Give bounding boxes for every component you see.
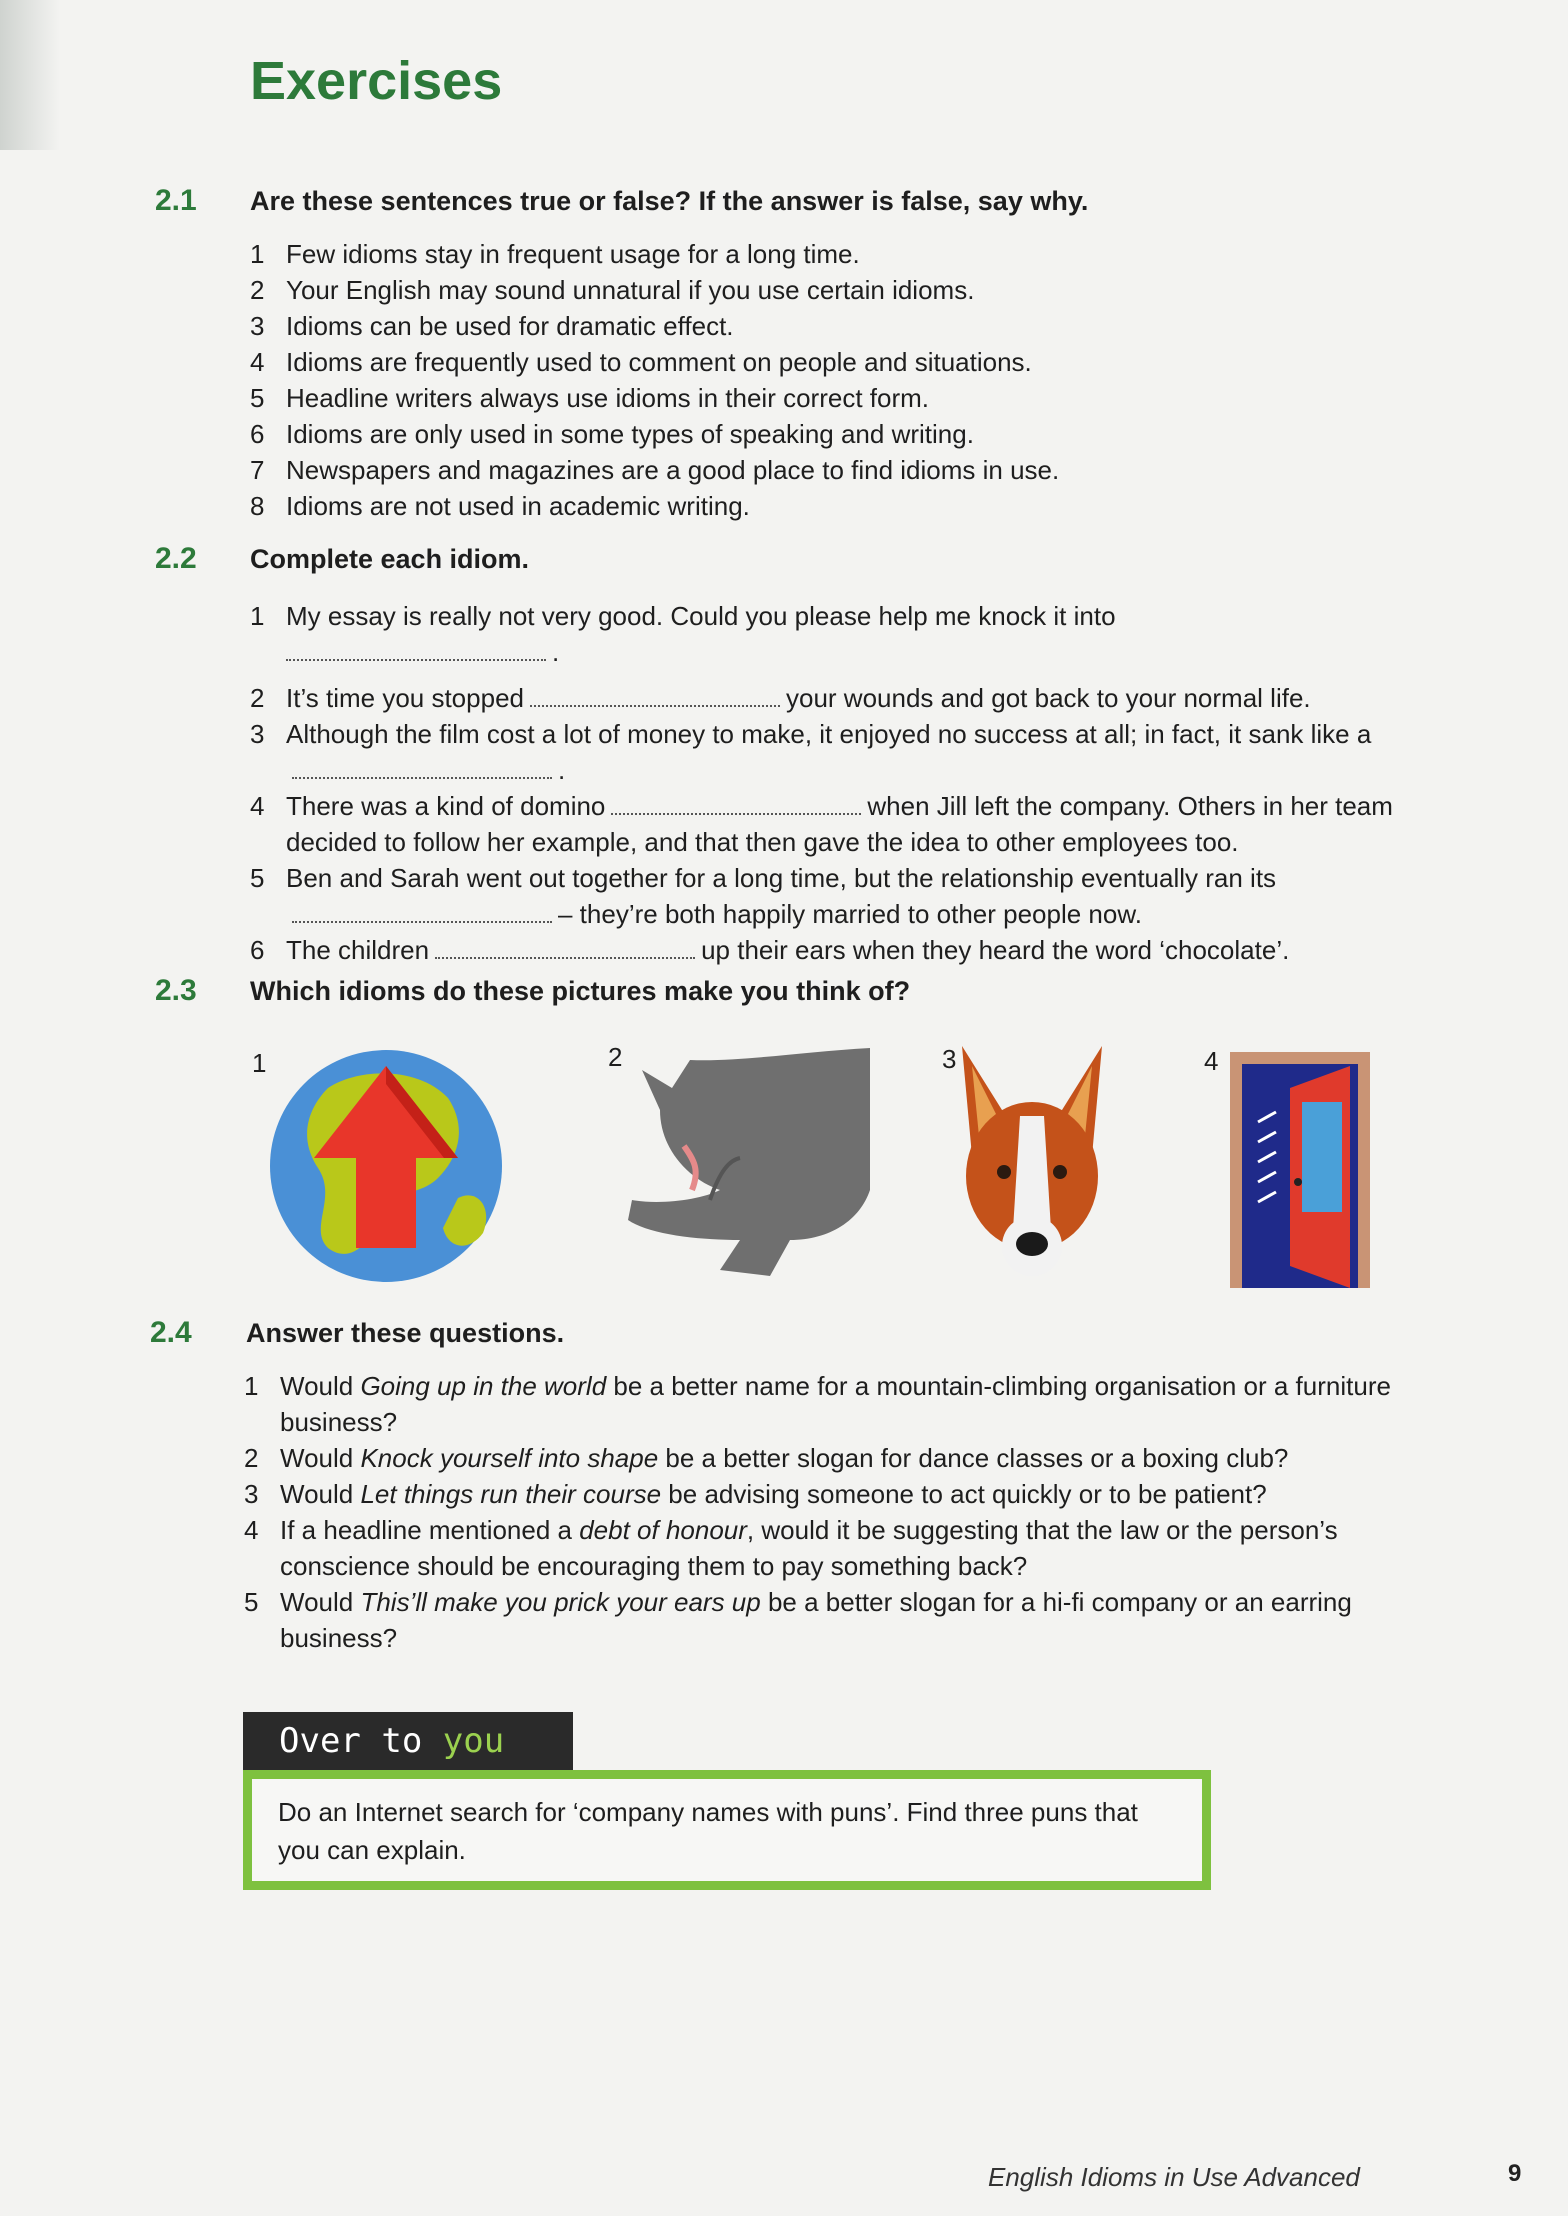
list-item: 3 Would Let things run their course be advising someone to act quickly or to be patient? [244, 1479, 1267, 1509]
answer-blank[interactable] [286, 635, 546, 661]
list-item: 1 My essay is really not very good. Could you please help me knock it into . [250, 601, 1116, 667]
list-item: 4 There was a kind of domino when Jill left the company. Others in her team decided to follow her example, and that then gave the idea to other employees too. [250, 791, 1393, 857]
list-item: 6 Idioms are only used in some types of speaking and writing. [250, 419, 974, 449]
list-item: 2 Would Knock yourself into shape be a better slogan for dance classes or a boxing club? [244, 1443, 1289, 1473]
list-item: 7 Newspapers and magazines are a good place to find idioms in use. [250, 455, 1060, 485]
exercise-title: Answer these questions. [246, 1318, 565, 1348]
footer-book-title: English Idioms in Use Advanced [988, 2162, 1360, 2192]
dog-ears-pricked-icon [952, 1046, 1112, 1282]
exercise-title: Are these sentences true or false? If the answer is false, say why. [250, 186, 1089, 216]
exercise-title: Which idioms do these pictures make you think of? [250, 976, 911, 1006]
list-item: 1 Would Going up in the world be a better name for a mountain-climbing organisation or a furniture business? [244, 1371, 1391, 1437]
picture-number: 1 [252, 1048, 267, 1078]
list-item: 3 Although the film cost a lot of money to make, it enjoyed no success at all; in fact, it sank like a. [250, 719, 1372, 785]
picture-number: 4 [1204, 1046, 1219, 1076]
exercise-number: 2.1 [155, 184, 197, 217]
page-heading: Exercises [250, 51, 503, 111]
list-item: 1 Few idioms stay in frequent usage for a long time. [250, 239, 860, 269]
exercise-number: 2.3 [155, 974, 197, 1007]
exercise-number: 2.2 [155, 542, 197, 575]
page-number: 9 [1508, 2160, 1522, 2187]
answer-blank[interactable] [611, 789, 861, 815]
answer-blank[interactable] [530, 681, 780, 707]
picture-number: 3 [942, 1044, 957, 1074]
globe-up-arrow-icon [268, 1048, 504, 1284]
list-item: 5 Headline writers always use idioms in their correct form. [250, 383, 929, 413]
answer-blank[interactable] [292, 897, 552, 923]
exercise-items [250, 598, 1450, 968]
list-item: 5 Would This’ll make you prick your ears up be a better slogan for a hi-fi company or an earring business? [244, 1587, 1352, 1653]
list-item: 8 Idioms are not used in academic writing. [250, 491, 750, 521]
exercise-items [244, 1368, 1474, 1656]
list-item: 6 The children up their ears when they heard the word ‘chocolate’. [250, 935, 1290, 965]
list-item: 5 Ben and Sarah went out together for a long time, but the relationship eventually ran its– they’re both happily married to other people now. [250, 863, 1277, 929]
list-item: 4 Idioms are frequently used to comment on people and situations. [250, 347, 1032, 377]
page-shadow [0, 0, 60, 150]
answer-blank[interactable] [435, 933, 695, 959]
picture-number: 2 [608, 1042, 623, 1072]
open-door-icon [1230, 1052, 1370, 1288]
list-item: 2 Your English may sound unnatural if you use certain idioms. [250, 275, 975, 305]
list-item: 3 Idioms can be used for dramatic effect. [250, 311, 734, 341]
exercise-title: Complete each idiom. [250, 544, 530, 574]
answer-blank[interactable] [292, 753, 552, 779]
list-item: 4 If a headline mentioned a debt of honour, would it be suggesting that the law or the person’s conscience should be encouraging them to pay something back? [244, 1515, 1338, 1581]
cat-licking-paw-icon [620, 1040, 880, 1280]
exercise-items [250, 236, 1450, 524]
over-to-you-tab: Over to you [243, 1712, 573, 1770]
list-item: 2 It’s time you stopped your wounds and got back to your normal life. [250, 683, 1311, 713]
exercise-number: 2.4 [150, 1316, 192, 1349]
over-to-you-text: Do an Internet search for ‘company names with puns’. Find three puns that you can explain. [243, 1770, 1211, 1890]
